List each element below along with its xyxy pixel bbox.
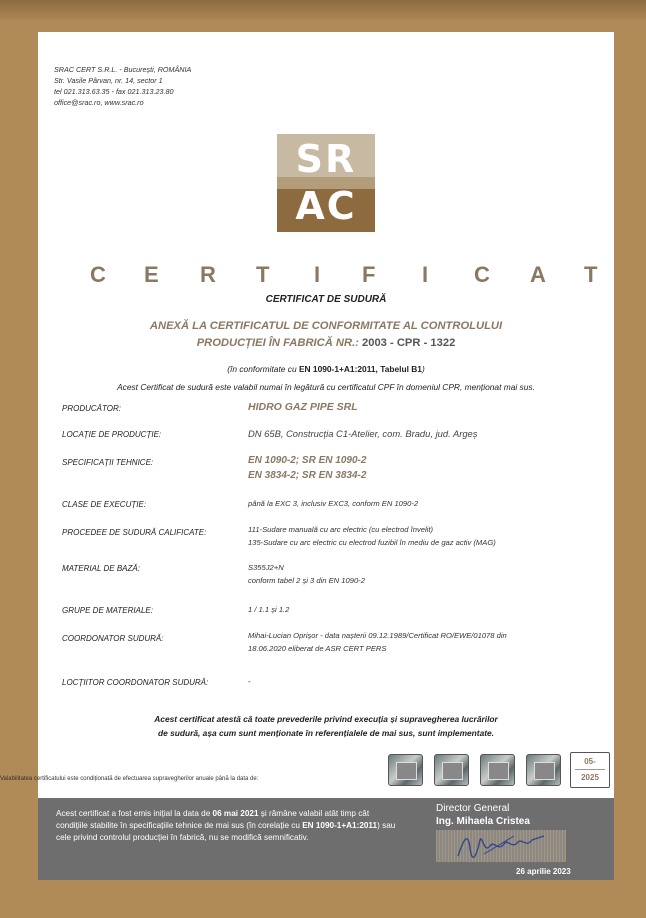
hologram-sticker — [434, 754, 469, 786]
hologram-sticker — [480, 754, 515, 786]
title-letter: T — [584, 262, 598, 287]
location-label: LOCAȚIE DE PRODUCȚIE: — [62, 430, 162, 439]
address-line: Str. Vasile Pârvan, nr. 14, sector 1 — [54, 76, 163, 85]
logo-text-top: SR — [295, 137, 357, 181]
title-letter: T — [256, 262, 270, 287]
hologram-sticker — [388, 754, 423, 786]
conformity-standard: EN 1090-1+A1:2011, Tabelul B1 — [298, 364, 422, 374]
groups-label: GRUPE DE MATERIALE: — [62, 606, 153, 615]
classes-label: CLASE DE EXECUȚIE: — [62, 500, 147, 509]
issuance-text: Acest certificat a fost emis inițial la data de 06 mai 2021 și rămâne valabil atât timp cât condițiile stabilite în specificațiile tehnice de mai sus (în corelație cu EN 1090-1+A1:2011) sau cele privind controlul producției în fabrică, nu se modifică semnificativ. — [56, 809, 396, 842]
issue-date: 06 mai 2021 — [212, 809, 259, 818]
producer-value: HIDRO GAZ PIPE SRL — [248, 401, 358, 413]
issuer-address — [54, 64, 191, 108]
surveillance-strip — [0, 750, 646, 790]
annex-number: 2003 - CPR - 1322 — [362, 337, 456, 349]
signature-area — [436, 830, 566, 862]
processes-value: 135-Sudare cu arc electric cu electrod fuzibil în mediu de gaz activ (MAG) — [248, 538, 496, 547]
attestation — [38, 712, 614, 740]
annex-heading — [38, 318, 614, 352]
location-value: DN 65B, Construcția C1-Atelier, com. Bradu, jud. Argeș — [248, 428, 478, 439]
certificate-page — [0, 32, 614, 880]
issuance-footer — [38, 798, 614, 880]
processes-value: 111-Sudare manuală cu arc electric (cu electrod învelit) — [248, 525, 434, 534]
hologram-logo-icon — [534, 762, 555, 780]
surveillance-date: 05- — [584, 757, 596, 766]
title-letter: I — [314, 262, 321, 287]
title-letter: R — [200, 262, 216, 287]
processes-label: PROCEDEE DE SUDURĂ CALIFICATE: — [62, 528, 207, 537]
surveillance-date: 2025 — [581, 773, 599, 782]
specs-value: EN 1090-2; SR EN 1090-2 — [248, 455, 367, 466]
attestation-line: Acest certificat atestă că toate prevederile privind execuția și supravegherea lucrărilor — [154, 714, 498, 724]
hologram-sticker — [526, 754, 561, 786]
title-letter: F — [362, 262, 376, 287]
producer-label: PRODUCĂTOR: — [62, 404, 121, 413]
address-line: office@srac.ro, www.srac.ro — [54, 98, 144, 107]
signature-icon — [454, 828, 550, 862]
certificate-title — [90, 262, 598, 290]
certificate-subtitle: CERTIFICAT DE SUDURĂ — [265, 294, 387, 305]
director-name: Ing. Mihaela Cristea — [436, 816, 530, 827]
coordinator-value: 18.06.2020 eliberat de ASR CERT PERS — [248, 644, 387, 653]
surveillance-text: Valabilitatea certificatului este condiționată de efectuarea supravegherilor anuale până la data de: — [0, 776, 259, 782]
groups-value: 1 / 1.1 și 1.2 — [248, 605, 290, 614]
title-letter: C — [474, 262, 490, 287]
frame-top — [0, 0, 646, 22]
title-letter: E — [144, 262, 159, 287]
address-line: SRAC CERT S.R.L. - București, ROMÂNIA — [54, 65, 192, 74]
coordinator-value: Mihai-Lucian Oprișor - data nașterii 09.12.1989/Certificat RO/EWE/01078 din — [248, 631, 507, 640]
hologram-logo-icon — [488, 762, 509, 780]
material-label: MATERIAL DE BAZĂ: — [62, 564, 140, 573]
attestation-line: de sudură, așa cum sunt menționate în referențialele de mai sus, sunt implementate. — [157, 728, 495, 738]
title-letter: I — [422, 262, 429, 287]
annex-line: ANEXĂ LA CERTIFICATUL DE CONFORMITATE AL CONTROLULUI — [149, 320, 503, 332]
deputy-label: LOCȚIITOR COORDONATOR SUDURĂ: — [62, 678, 209, 687]
deputy-value: - — [248, 677, 251, 686]
logo-text-bottom: AC — [295, 184, 357, 228]
specs-label: SPECIFICAȚII TEHNICE: — [62, 458, 154, 467]
signature-date: 26 aprilie 2023 — [516, 867, 571, 876]
material-value: S355J2+N — [248, 563, 284, 572]
footer-standard: EN 1090-1+A1:2011 — [302, 821, 378, 830]
specs-value: EN 3834-2; SR EN 3834-2 — [248, 470, 367, 481]
classes-value: până la EXC 3, inclusiv EXC3, conform EN 1090-2 — [248, 499, 419, 508]
annex-line: PRODUCȚIEI ÎN FABRICĂ NR.: — [196, 337, 363, 349]
conformity-note: (în conformitate cu EN 1090-1+A1:2011, Tabelul B1) — [227, 364, 425, 374]
title-letter: C — [90, 262, 106, 287]
director-title: Director General — [436, 803, 510, 814]
coordinator-label: COORDONATOR SUDURĂ: — [62, 634, 164, 643]
surveillance-date-box — [570, 752, 610, 788]
hologram-logo-icon — [396, 762, 417, 780]
srac-logo — [277, 134, 375, 232]
address-line: tel 021.313.63.35 - fax 021.313.23.80 — [54, 87, 174, 96]
material-value: conform tabel 2 și 3 din EN 1090-2 — [248, 576, 365, 585]
title-letter: A — [530, 262, 546, 287]
hologram-logo-icon — [442, 762, 463, 780]
validity-statement: Acest Certificat de sudură este valabil numai în legătură cu certificatul CPF în domeniul CPR, menționat mai sus. — [117, 382, 535, 392]
